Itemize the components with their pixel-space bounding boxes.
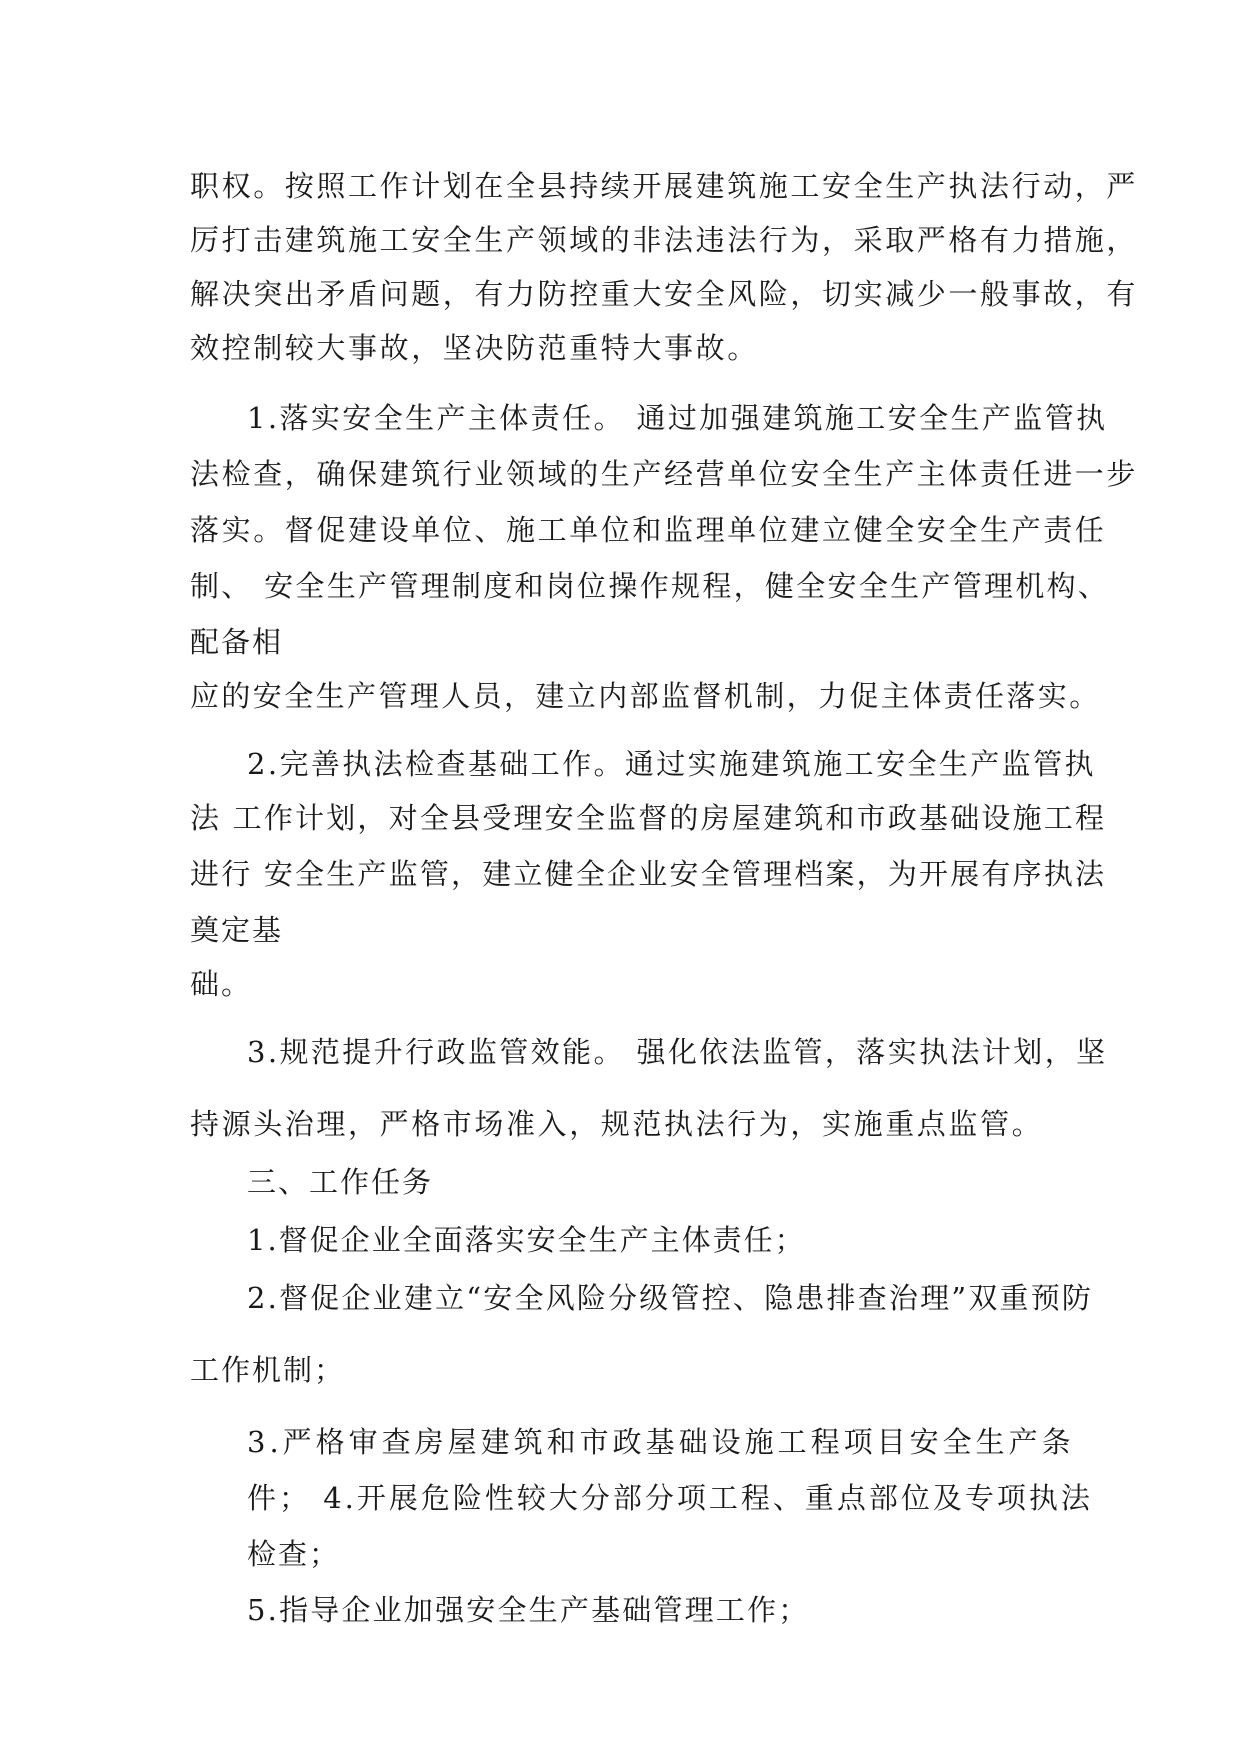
paragraph-line: 配备相 [190,625,284,659]
paragraph-line: 础。 [190,967,253,1001]
paragraph-line: 法检查，确保建筑行业领域的生产经营单位安全生产主体责任进一步 [190,457,1139,491]
task-item: 2.督促企业建立“安全风险分级管控、隐患排查治理”双重预防 [247,1281,1094,1315]
paragraph-line: 效控制较大事故，坚决防范重特大事故。 [190,331,759,365]
paragraph-line: 进行 安全生产监管，建立健全企业安全管理档案，为开展有序执法 [190,857,1107,891]
paragraph-line: 应的安全生产管理人员，建立内部监督机制，力促主体责任落实。 [190,679,1101,713]
task-item-continuation: 检查； [247,1537,341,1571]
task-item-continuation: 工作机制； [190,1353,346,1387]
task-item: 5.指导企业加强安全生产基础管理工作； [247,1593,810,1627]
task-item: 件； 4.开展危险性较大分部分项工程、重点部位及专项执法 [247,1481,1093,1515]
section-heading: 三、工作任务 [247,1165,434,1199]
paragraph-line: 制、 安全生产管理制度和岗位操作规程，健全安全生产管理机构、 [190,569,1110,603]
list-item-heading: 1.落实安全生产主体责任。 通过加强建筑施工安全生产监管执 [247,401,1108,435]
task-item: 3.严格审查房屋建筑和市政基础设施工程项目安全生产条 [247,1425,1075,1459]
list-item-heading: 2.完善执法检查基础工作。通过实施建筑施工安全生产监管执 [247,747,1096,781]
list-item-heading: 3.规范提升行政监管效能。 强化依法监管，落实执法计划，坚 [247,1035,1108,1069]
paragraph-line: 法 工作计划，对全县受理安全监督的房屋建筑和市政基础设施工程 [190,801,1107,835]
paragraph-line: 奠定基 [190,913,284,947]
paragraph-line: 解决突出矛盾问题，有力防控重大安全风险，切实减少一般事故，有 [190,277,1139,311]
paragraph-line: 持源头治理，严格市场准入，规范执法行为，实施重点监管。 [190,1107,1044,1141]
paragraph-line: 厉打击建筑施工安全生产领域的非法违法行为，采取严格有力措施， [190,223,1139,257]
task-item: 1.督促企业全面落实安全生产主体责任； [247,1223,806,1257]
paragraph-line: 落实。督促建设单位、施工单位和监理单位建立健全安全生产责任 [190,513,1107,547]
paragraph-line: 职权。按照工作计划在全县持续开展建筑施工安全生产执法行动，严 [190,169,1139,203]
